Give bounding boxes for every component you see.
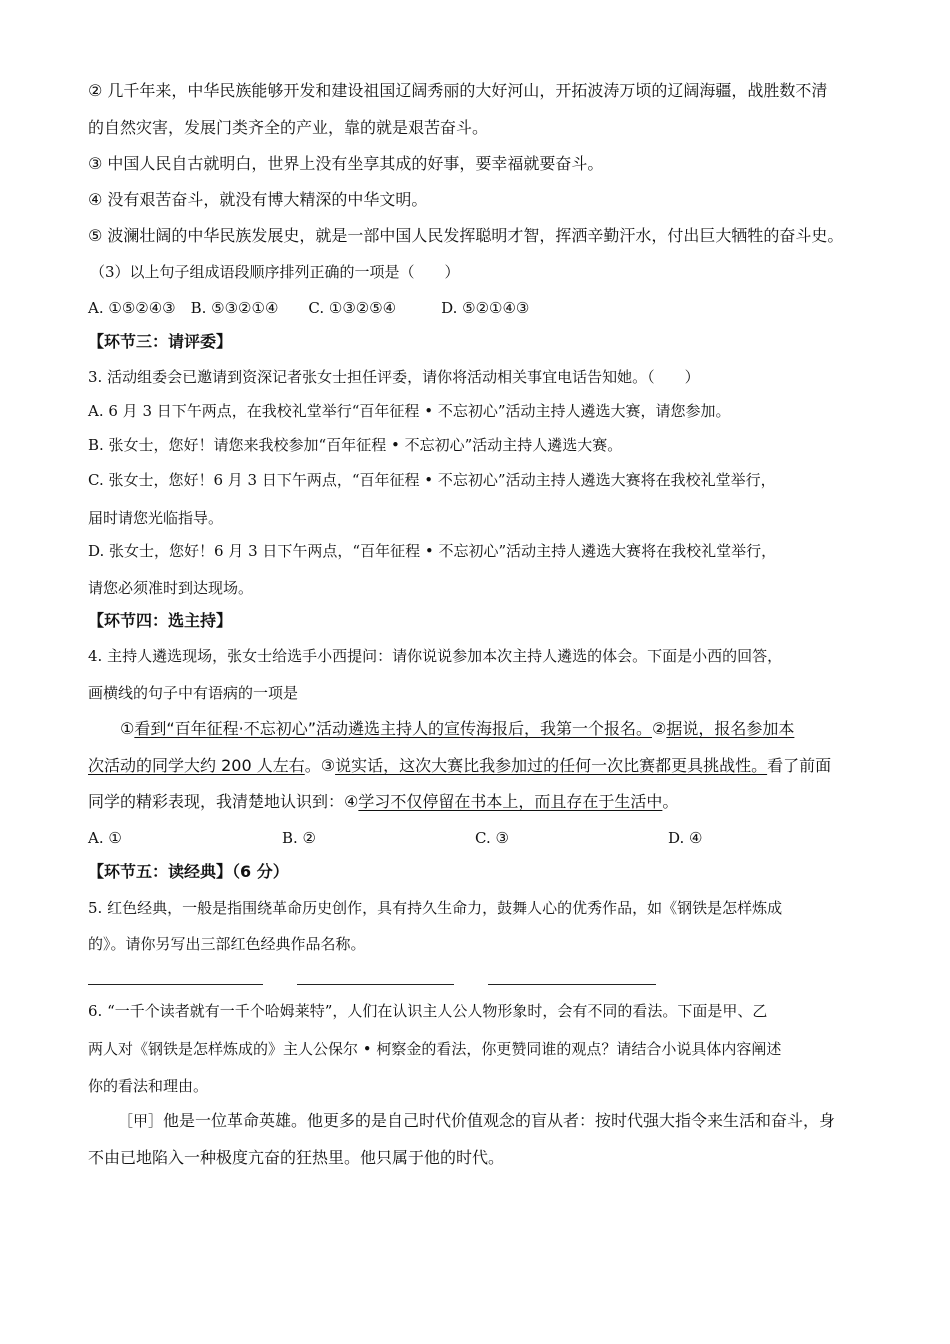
answer-paragraph-line-1 — [120, 718, 794, 740]
question-3-option-c-line-2: 届时请您光临指导。 — [88, 509, 224, 527]
section-4-heading: 【环节四：选主持】 — [88, 611, 233, 630]
question-5-line-2: 的》。请你另写出三部红色经典作品名称。 — [88, 935, 366, 953]
marker-3: 。③ — [304, 756, 336, 775]
question-5-line-1: 5. 红色经典，一般是指围绕革命历史创作，具有持久生命力，鼓舞人心的优秀作品，如《钢铁是怎样炼成 — [88, 899, 783, 917]
section-3-heading: 【环节三：请评委】 — [88, 332, 233, 351]
plain-text-lead: 同学的精彩表现，我清楚地认识到：④ — [88, 792, 359, 811]
opinion-jia-text-1: 他是一位革命英雄。他更多的是自己时代价值观念的盲从者：按时代强大指令来生活和奋斗，身 — [163, 1111, 836, 1130]
sentence-3: ③ 中国人民自古就明白，世界上没有坐享其成的好事，要幸福就要奋斗。 — [88, 154, 604, 173]
question-2-3-prompt: （3）以上句子组成语段顺序排列正确的一项是（ ） — [90, 263, 460, 281]
question-4-option-b: B. ② — [282, 829, 317, 847]
underlined-sentence-2-part-1: 据说，报名参加本 — [666, 719, 795, 738]
question-3-option-d-line-2: 请您必须准时到达现场。 — [88, 579, 254, 597]
question-4-option-c: C. ③ — [475, 829, 509, 847]
sentence-5: ⑤ 波澜壮阔的中华民族发展史，就是一部中国人民发挥聪明才智，挥洒辛勤汗水，付出巨大牺牲的奋斗史。 — [88, 226, 844, 245]
underlined-sentence-1: 看到“百年征程·不忘初心”活动遴选主持人的宣传海报后，我第一个报名。 — [134, 719, 653, 738]
opinion-jia-tag: ［甲］ — [118, 1112, 164, 1130]
question-4-line-1: 4. 主持人遴选现场，张女士给选手小西提问：请你说说参加本次主持人遴选的体会。下面是小西的回答， — [88, 647, 783, 665]
underlined-sentence-2-part-2: 次活动的同学大约 200 人左右 — [88, 756, 305, 775]
question-4-option-d: D. ④ — [668, 829, 703, 847]
underlined-sentence-4: 学习不仅停留在书本上，而且存在于生活中 — [358, 792, 663, 811]
question-3-prompt: 3. 活动组委会已邀请到资深记者张女士担任评委，请你将活动相关事宜电话告知她。（ ） — [88, 368, 700, 386]
marker-2: ② — [652, 719, 667, 738]
answer-blank-1[interactable] — [88, 984, 263, 985]
question-6-line-1: 6. “一千个读者就有一千个哈姆莱特”，人们在认识主人公人物形象时，会有不同的看法。下面是甲、乙 — [88, 1002, 768, 1020]
answer-paragraph-line-3 — [88, 791, 678, 813]
opinion-jia-line-1 — [118, 1110, 835, 1132]
question-3-option-c-line-1: C. 张女士，您好！6 月 3 日下午两点，“百年征程 • 不忘初心”活动主持人遴选大赛将在我校礼堂举行， — [88, 471, 776, 489]
question-4-option-a: A. ① — [88, 829, 122, 847]
sentence-2-line-1: ② 几千年来，中华民族能够开发和建设祖国辽阔秀丽的大好河山，开拓波涛万顷的辽阔海疆，战胜数不清 — [88, 81, 828, 100]
question-4-line-2: 画横线的句子中有语病的一项是 — [88, 684, 299, 702]
sentence-2-line-2: 的自然灾害，发展门类齐全的产业，靠的就是艰苦奋斗。 — [88, 118, 489, 137]
sentence-4: ④ 没有艰苦奋斗，就没有博大精深的中华文明。 — [88, 190, 428, 209]
period: 。 — [662, 792, 679, 811]
answer-blank-3[interactable] — [488, 984, 656, 985]
question-6-line-2: 两人对《钢铁是怎样炼成的》主人公保尔 • 柯察金的看法，你更赞同谁的观点？请结合小说具体内容阐述 — [88, 1040, 782, 1058]
answer-paragraph-line-2 — [88, 755, 831, 777]
answer-blank-2[interactable] — [297, 984, 454, 985]
question-6-line-3: 你的看法和理由。 — [88, 1077, 209, 1095]
underlined-sentence-3: 说实话，这次大赛比我参加过的任何一次比赛都更具挑战性。 — [335, 756, 768, 775]
section-5-heading: 【环节五：读经典】（6 分） — [88, 862, 289, 881]
question-2-3-options: A. ①⑤②④③ B. ⑤③②①④ C. ①③②⑤④ D. ⑤②①④③ — [88, 299, 530, 317]
marker-1: ① — [120, 719, 135, 738]
opinion-jia-line-2: 不由已地陷入一种极度亢奋的狂热里。他只属于他的时代。 — [88, 1148, 505, 1167]
question-3-option-d-line-1: D. 张女士，您好！6 月 3 日下午两点，“百年征程 • 不忘初心”活动主持人遴选大赛将在我校礼堂举行， — [88, 542, 777, 560]
plain-text-tail: 看了前面 — [767, 756, 832, 775]
question-3-option-a: A. 6 月 3 日下午两点，在我校礼堂举行“百年征程 • 不忘初心”活动主持人遴选大赛，请您参加。 — [88, 402, 731, 420]
question-3-option-b: B. 张女士，您好！请您来我校参加“百年征程 • 不忘初心”活动主持人遴选大赛。 — [88, 436, 623, 454]
